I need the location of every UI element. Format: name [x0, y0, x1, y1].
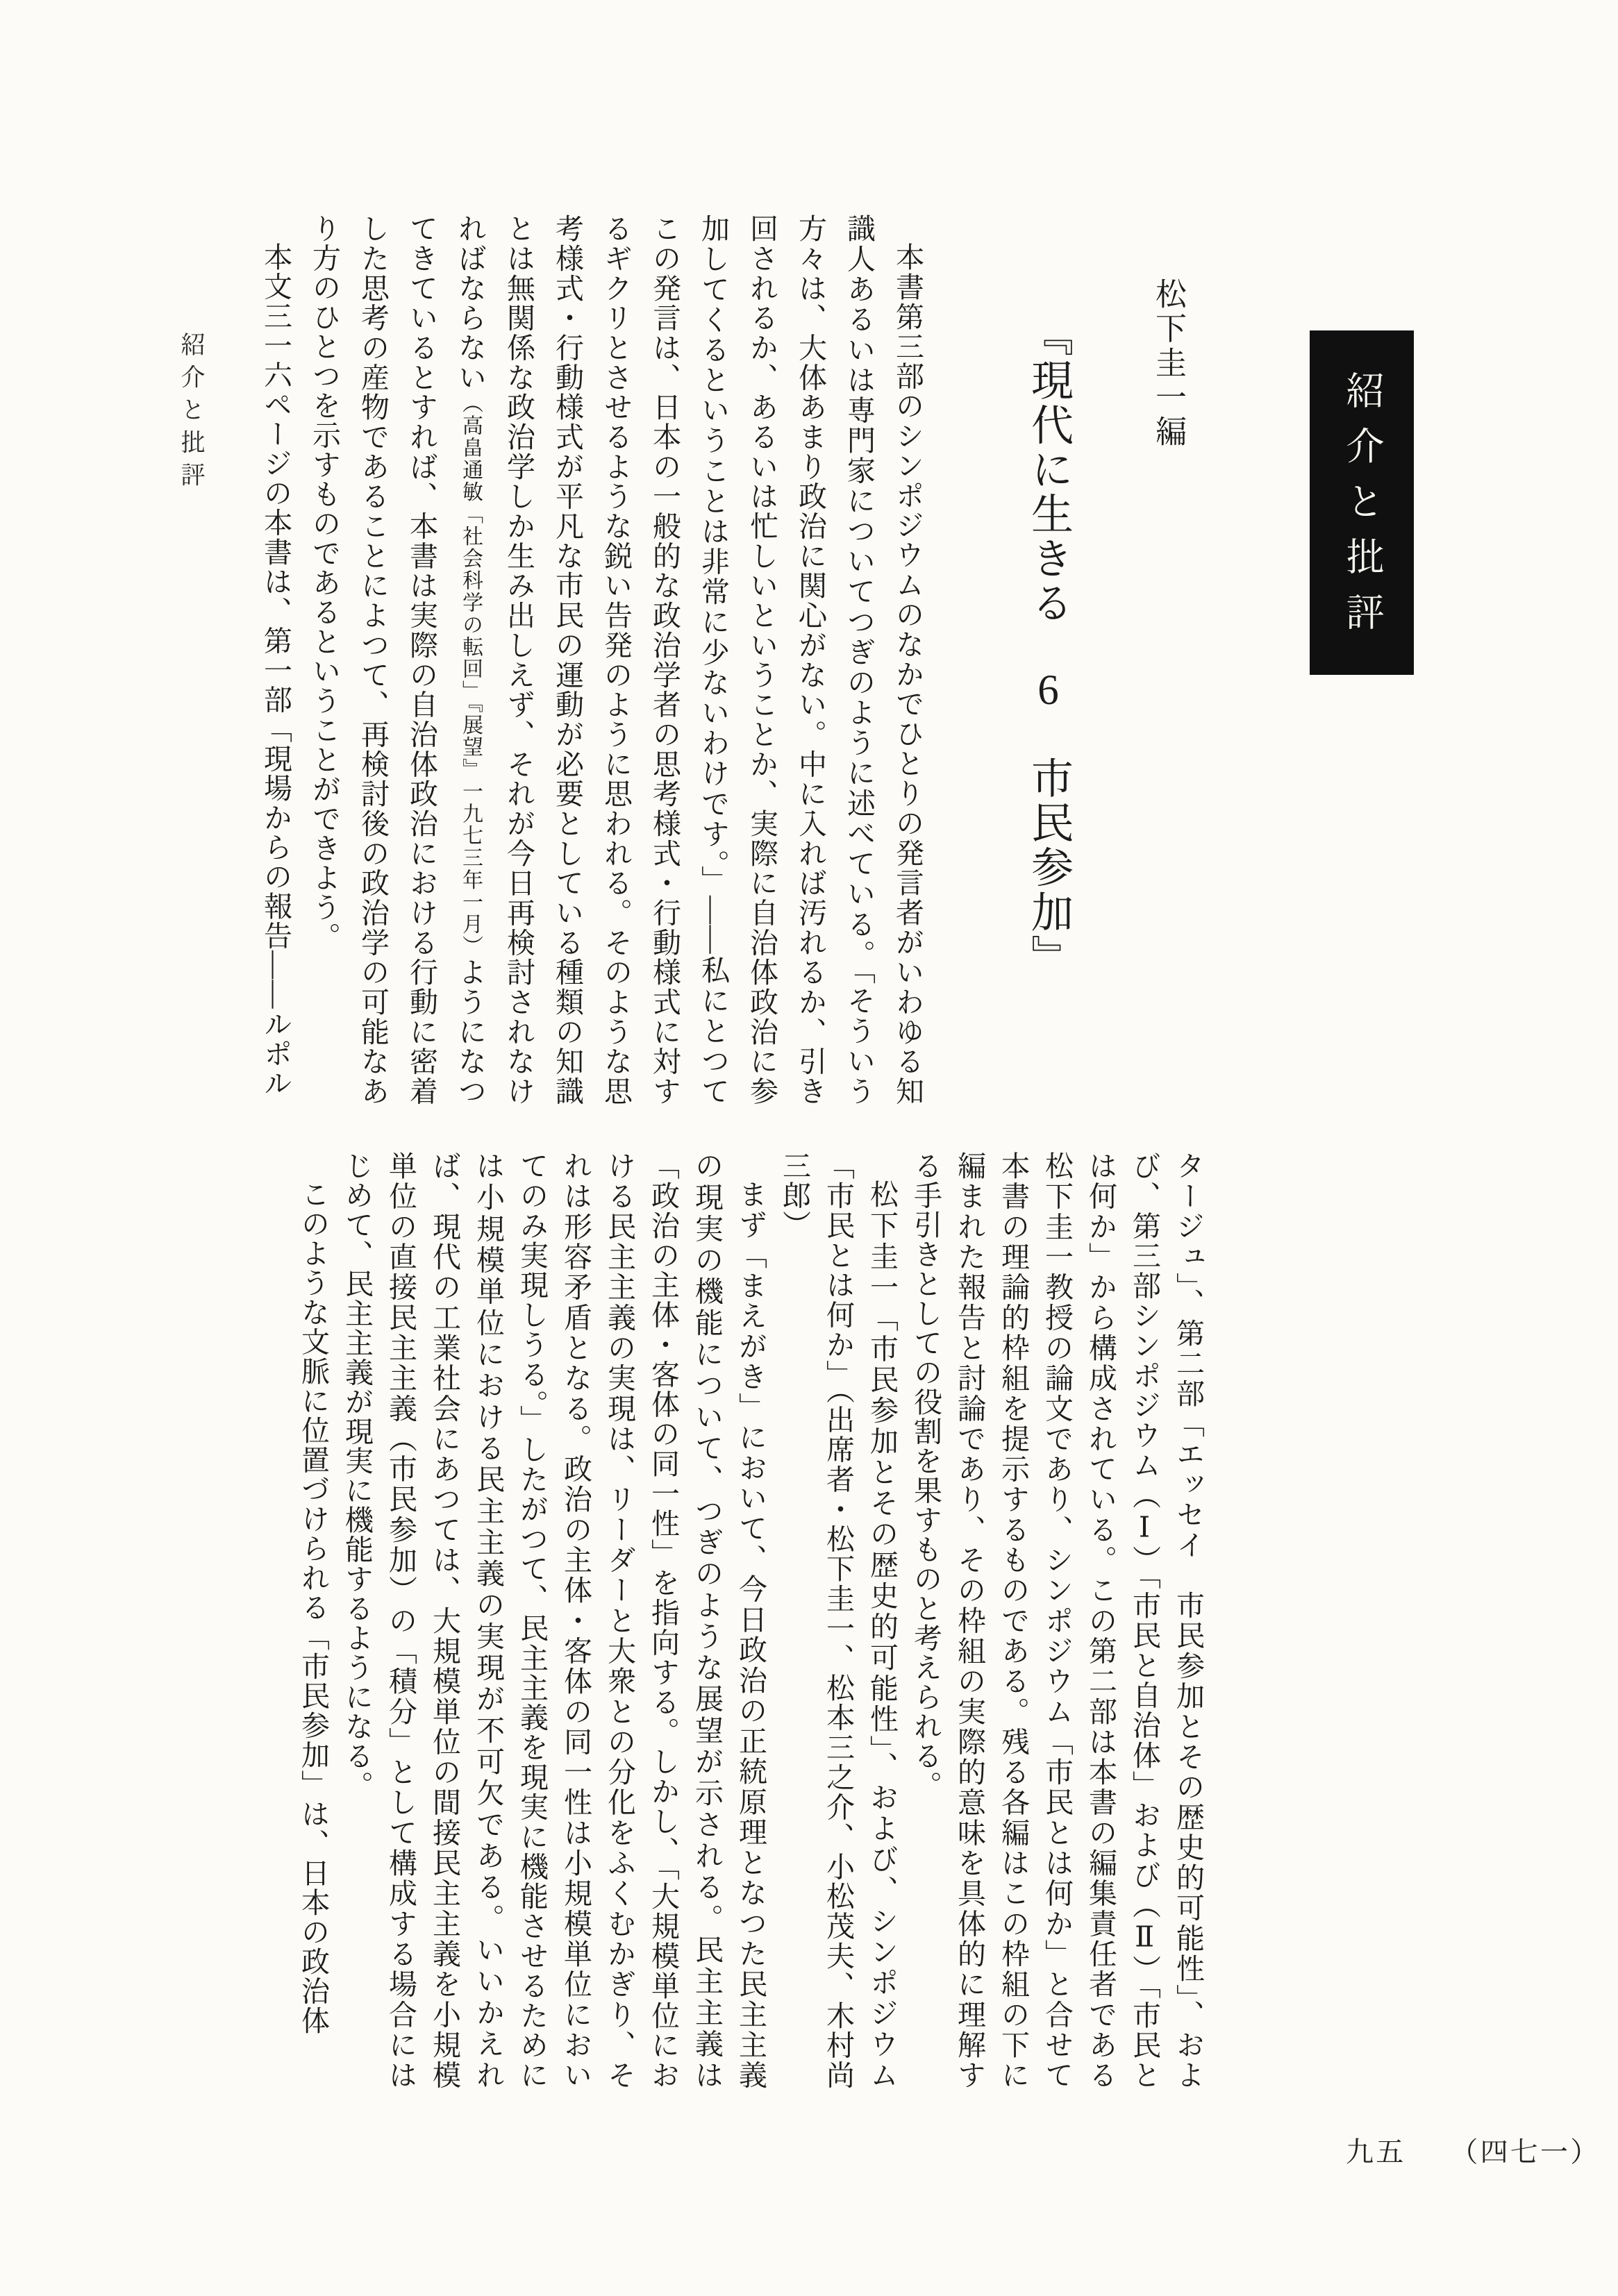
inline-citation: （高畠通敏「社会科学の転回」『展望』一九七三年一月）: [459, 392, 482, 957]
paragraph-democracy-argument: まず「まえがき」において、今日政治の正統原理となつた民主主義の現実の機能について、つぎのような展望が示される。民主主義は「政治の主体・客体の同一性」を指向する。しかし、「大規模単位における民主主義の実現は、リーダーと大衆との分化をふくむかぎり、それは形容矛盾となる。政治の主体・客体の同一性は小規模単位においてのみ実現しうる。」したがつて、民主主義を現実に機能させるためには小規模単位における民主主義の実現が不可欠である。いいかえれば、現代の工業社会にあつては、大規模単位の間接民主主義を小規模単位の直接民主主義（市民参加）の「積分」として構成する場合にはじめて、民主主義が現実に機能するようになる。: [341, 1151, 767, 2090]
paragraph-opening-continuation: ようになつてきているとすれば、本書は実際の自治体政治における行動に密着した思考の産物であることによつて、再検討後の政治学の可能なあり方のひとつを示すものであるということができよう。: [308, 214, 486, 1107]
paragraph-symposium-list: 松下圭一「市民参加とその歴史的可能性」、および、シンポジウム「市民とは何か」（出席者・松下圭一、松本三之介、小松茂夫、木村尚三郎）: [778, 1151, 898, 2090]
section-header-label: 紹介と批評: [1340, 370, 1383, 648]
review-body-lower: [234, 1151, 1210, 2090]
book-title-post: 市民参加』: [1025, 712, 1071, 979]
book-title-pre: 『現代に生きる: [1025, 314, 1071, 670]
section-header-box: [1310, 330, 1414, 675]
page-footer: [1346, 2130, 1600, 2170]
book-title-volume-number: 6: [1037, 669, 1059, 712]
book-editor: 松下圭一編: [1151, 278, 1185, 450]
page-number: 九五: [1346, 2136, 1406, 2168]
running-head: 紹介と批評: [178, 332, 205, 495]
review-body-upper: [227, 214, 932, 1106]
paragraph-opening: [300, 214, 932, 1106]
paragraph-book-overview-continuation: タージュ」、第二部「エッセイ 市民参加とその歴史的可能性」、および、第三部シンポジウム（Ⅰ）「市民と自治体」および（Ⅱ）「市民とは何か」から構成されている。この第二部は本書の編集責任者である松下圭一教授の論文であり、シンポジウム「市民とは何か」と合せて本書の理論的枠組を提示するものである。残る各編はこの枠組の下に編まれた報告と討論であり、その枠組の実際的意味を具体的に理解する手引きとしての役割を果すものと考えられる。: [910, 1151, 1204, 2090]
paragraph-book-overview: 本文三一六ページの本書は、第一部「現場からの報告――ルポル: [260, 242, 292, 1098]
volume-page-number: （四七一）: [1450, 2136, 1601, 2168]
paragraph-opening-text: 本書第三部のシンポジウムのなかでひとりの発言者がいわゆる知識人あるいは専門家についてつぎのように述べている。「そういう方々は、大体あまり政治に関心がない。中に入れば汚れるか、引き回されるか、あるいは忙しいということか、実際に自治体政治に参加してくるということは非常に少ないわけです。」――私にとつてこの発言は、日本の一般的な政治学者の思考様式・行動様式に対するギクリとさせるような鋭い告発のように思われる。そのような思考様式・行動様式が平凡な市民の運動が必要としている種類の知識とは無関係な政治学しか生み出しえず、それが今日再検討されなければならない: [454, 214, 924, 1107]
book-title: [1018, 314, 1078, 979]
paragraph-closing: このような文脈に位置づけられる「市民参加」は、日本の政治体: [297, 1180, 329, 2036]
